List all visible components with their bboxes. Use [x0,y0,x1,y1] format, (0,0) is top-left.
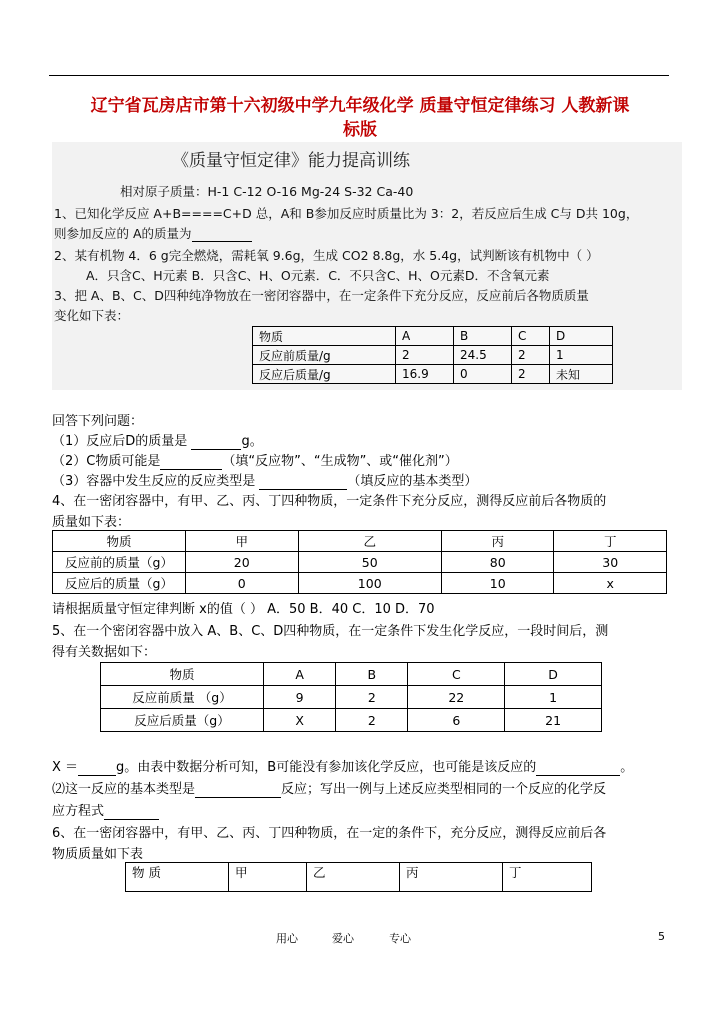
q5-line-1: 5、在一个密闭容器中放入 A、B、C、D四种物质，在一定条件下发生化学反应，一段时间后，测 [52,624,609,639]
q3-answer-3: （3）容器中发生反应的反应类型是 （填反应的基本类型） [52,474,478,489]
table-row: 反应后质量（g） X 2 6 21 [101,709,602,732]
q5-answer-3: 应方程式 [52,800,159,820]
q2-line-1: 2、某有机物 4．6 g完全燃烧，需耗氧 9.6g，生成 CO2 8.8g，水 5.4g，试判断该有机物中（ ） [54,248,599,263]
table-row: 物质 A B C D [253,327,613,346]
q4-line-2: 质量如下表： [52,515,131,530]
scan-data-table [252,326,613,384]
q3-line-1: 3、把 A、B、C、D四种纯净物放在一密闭容器中，在一定条件下充分反应，反应前后各物质质量 [54,288,589,303]
q4-table [52,530,667,594]
q4-line-1: 4、在一密闭容器中，有甲、乙、丙、丁四种物质，一定条件下充分反应，测得反应前后各物质的 [52,494,607,509]
table-row: 反应后质量/g 16.9 0 2 未知 [253,365,613,384]
q6-table [125,862,592,892]
q4-question: 请根据质量守恒定律判断 x的值（ ） A．50 B．40 C．10 D．70 [52,602,435,617]
q5-answer-2: ⑵这一反应的基本类型是 反应；写出一例与上述反应类型相同的一个反应的化学反 [52,782,607,797]
q1-line-2: 则参加反应的 A的质量为 [54,224,252,242]
scan-subtitle: 《质量守恒定律》能力提高训练 [172,151,410,171]
footer-motto-2: 爱心 [332,932,354,945]
table-row: 反应前的质量（g） 20 50 80 30 [53,552,667,573]
q3-answer-1: （1）反应后D的质量是 g。 [52,434,263,449]
q5-answer-1: X ＝ g。由表中数据分析可知，B可能没有参加该化学反应，也可能是该反应的 。 [52,760,634,775]
table-row: 反应前质量 （g） 9 2 22 1 [101,686,602,709]
q2-options: A．只含C、H元素 B．只含C、H、O元素．C．不只含C、H、O元素D．不含氧元素 [86,268,550,283]
table-row: 物质 A B C D [101,663,602,686]
q6-line-1: 6、在一密闭容器中，有甲、乙、丙、丁四种物质，在一定的条件下，充分反应，测得反应前后各 [52,826,607,841]
q3-answer-intro: 回答下列问题： [52,414,144,429]
table-row: 反应后的质量（g） 0 100 10 x [53,573,667,594]
footer-motto-1: 用心 [276,932,298,945]
document-title [40,94,680,142]
table-row: 反应前质量/g 2 24.5 2 1 [253,346,613,365]
q1-line-1: 1、已知化学反应 A+B====C+D 总，A和 B参加反应时质量比为 3：2，若反应后生成 C与 D共 10g， [54,206,639,221]
scanned-exercise-image [52,142,682,390]
page-number: 5 [658,930,665,943]
header-rule [49,75,669,76]
atomic-mass-line: 相对原子质量：H-1 C-12 O-16 Mg-24 S-32 Ca-40 [120,184,414,199]
table-row: 物质 甲 乙 丙 丁 [53,531,667,552]
title-line-2: 标版 [343,120,377,140]
footer-motto-3: 专心 [389,932,411,945]
q3-line-2: 变化如下表： [54,308,130,323]
q3-answer-2: （2）C物质可能是 （填“反应物”、“生成物”、或“催化剂”） [52,454,458,469]
q5-line-2: 得有关数据如下： [52,645,157,660]
q5-table [100,662,602,732]
table-row: 物 质 甲 乙 丙 丁 [126,863,592,892]
title-line-1: 辽宁省瓦房店市第十六初级中学九年级化学 质量守恒定律练习 人教新课 [90,96,630,116]
q6-line-2: 物质质量如下表 [52,847,144,862]
